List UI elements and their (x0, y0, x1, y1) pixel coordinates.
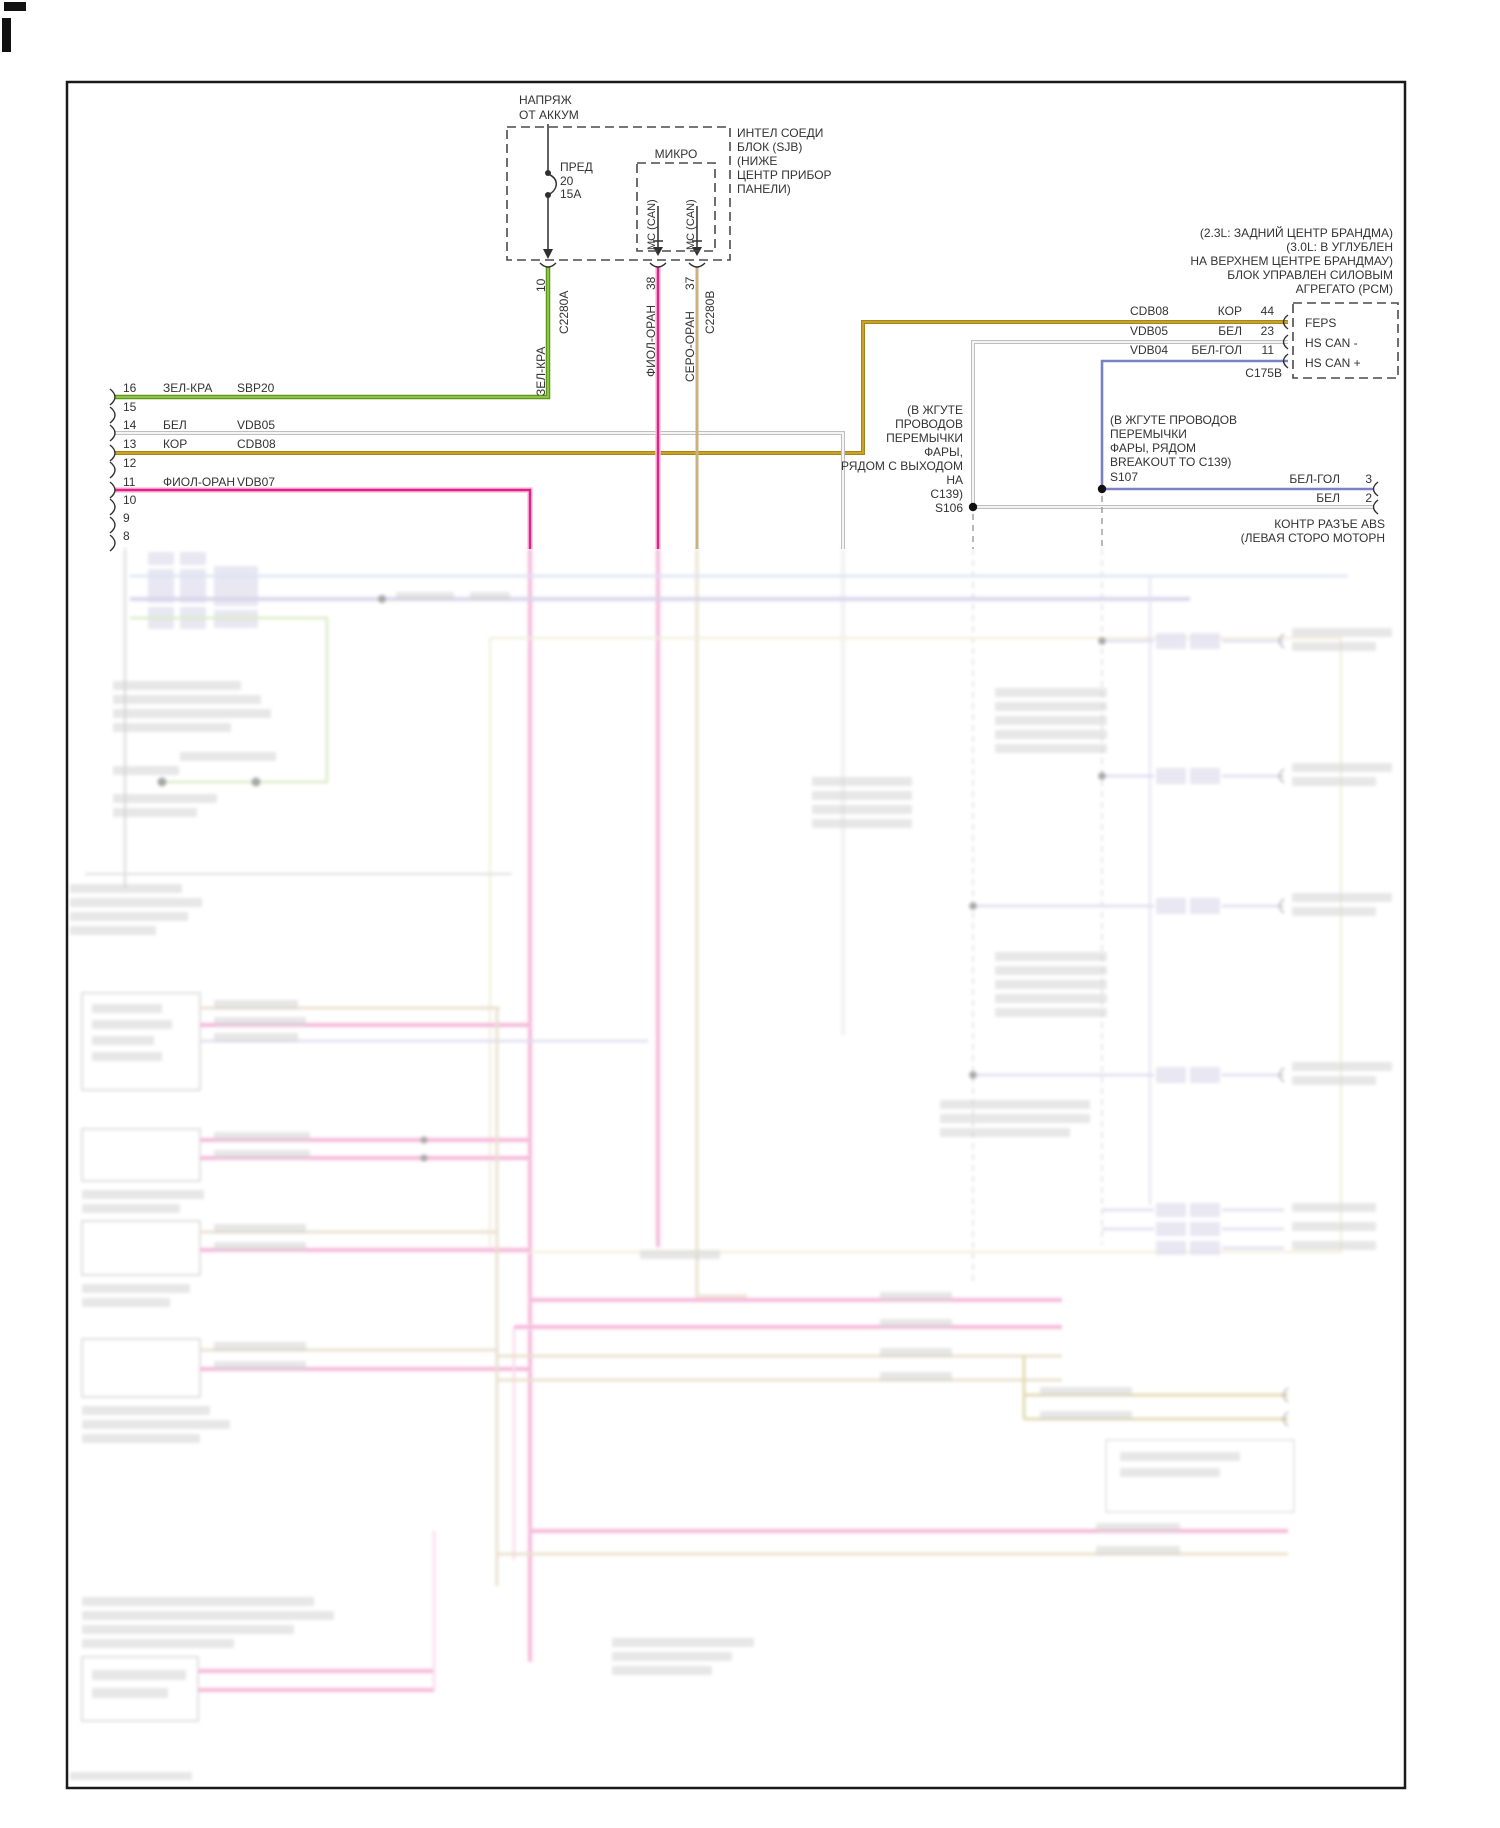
svg-text:ФИОЛ-ОРАН: ФИОЛ-ОРАН (644, 304, 658, 377)
svg-text:(2.3L: ЗАДНИЙ ЦЕНТР БРАНДМА): (2.3L: ЗАДНИЙ ЦЕНТР БРАНДМА) (1199, 226, 1393, 240)
svg-text:HS CAN +: HS CAN + (1305, 356, 1361, 370)
svg-text:БЕЛ-ГОЛ: БЕЛ-ГОЛ (1289, 472, 1340, 486)
svg-text:8: 8 (123, 529, 130, 543)
svg-text:БЕЛ: БЕЛ (163, 418, 187, 432)
s106-label: S106 (934, 501, 963, 515)
pcm-connector-label: C175B (1245, 366, 1282, 380)
svg-text:ИНТЕЛ СОЕДИ: ИНТЕЛ СОЕДИ (737, 126, 824, 140)
svg-text:(В ЖГУТЕ ПРОВОДОВ: (В ЖГУТЕ ПРОВОДОВ (1110, 413, 1238, 427)
battery-voltage-label (519, 93, 579, 122)
svg-text:CDB08: CDB08 (1130, 304, 1169, 318)
svg-text:C2280B: C2280B (703, 290, 717, 334)
mc-can-label-2: МС (CAN) (685, 199, 697, 250)
svg-text:АГРЕГАТО (PCM): АГРЕГАТО (PCM) (1295, 282, 1393, 296)
wash-overlay (0, 549, 1500, 1828)
s107-label: S107 (1110, 470, 1139, 484)
svg-text:38: 38 (644, 276, 658, 290)
svg-text:БЕЛ: БЕЛ (1218, 324, 1242, 338)
fuse-number: 20 (560, 174, 574, 188)
svg-text:C2280A: C2280A (557, 290, 571, 334)
wire-fiol-oran-vdb07-pin11 (115, 490, 530, 549)
sjb-label (737, 126, 832, 196)
svg-text:ЦЕНТР ПРИБОР: ЦЕНТР ПРИБОР (737, 168, 832, 182)
svg-text:ФИОЛ-ОРАН: ФИОЛ-ОРАН (163, 475, 236, 489)
battery-fuse-circuit (540, 124, 556, 267)
svg-text:CDB08: CDB08 (237, 437, 276, 451)
left-connector-pin-labels (123, 381, 276, 543)
svg-text:HS CAN -: HS CAN - (1305, 336, 1358, 350)
s107-splice-dot (1098, 485, 1106, 493)
svg-text:VDB04: VDB04 (1130, 343, 1169, 357)
svg-text:13: 13 (123, 437, 137, 451)
svg-text:16: 16 (123, 381, 137, 395)
svg-text:(В ЖГУТЕ: (В ЖГУТЕ (907, 403, 963, 417)
svg-text:VDB07: VDB07 (237, 475, 276, 489)
svg-text:ФАРЫ, РЯДОМ: ФАРЫ, РЯДОМ (1110, 441, 1197, 455)
s106-splice-dot (969, 503, 977, 511)
svg-text:SBP20: SBP20 (237, 381, 275, 395)
svg-text:(3.0L: В УГЛУБЛЕН: (3.0L: В УГЛУБЛЕН (1286, 240, 1393, 254)
svg-text:ЗЕЛ-КРА: ЗЕЛ-КРА (534, 346, 548, 396)
svg-text:КОР: КОР (163, 437, 188, 451)
svg-text:BREAKOUT TO C139): BREAKOUT TO C139) (1110, 455, 1232, 469)
svg-text:3: 3 (1365, 472, 1372, 486)
wire-zel-kra-sbp20 (115, 267, 548, 397)
abs-title-line1: КОНТР РАЗЪЕ ABS (1274, 517, 1385, 531)
svg-text:FEPS: FEPS (1305, 316, 1337, 330)
arrow-down-icon (543, 249, 553, 259)
svg-text:9: 9 (123, 511, 130, 525)
svg-text:ЗЕЛ-КРА: ЗЕЛ-КРА (163, 381, 213, 395)
fuse-rating: 15А (560, 187, 582, 201)
svg-text:БЕЛ: БЕЛ (1316, 491, 1340, 505)
s106-splice (841, 403, 963, 515)
svg-text:VDB05: VDB05 (1130, 324, 1169, 338)
svg-text:23: 23 (1260, 324, 1274, 338)
battery-label-line1: НАПРЯЖ (519, 93, 572, 107)
svg-text:КОР: КОР (1217, 304, 1242, 318)
svg-text:БЛОК (SJB): БЛОК (SJB) (737, 140, 803, 154)
micro-label: МИКРО (654, 147, 698, 161)
fuse-name: ПРЕД (560, 160, 593, 174)
fuse-label (560, 160, 593, 201)
svg-text:ПРОВОДОВ: ПРОВОДОВ (895, 417, 963, 431)
svg-text:ПЕРЕМЫЧКИ: ПЕРЕМЫЧКИ (1110, 427, 1187, 441)
abs-connector-brackets (1374, 482, 1379, 514)
svg-text:БЛОК УПРАВЛЕН СИЛОВЫМ: БЛОК УПРАВЛЕН СИЛОВЫМ (1227, 268, 1393, 282)
svg-text:ПЕРЕМЫЧКИ: ПЕРЕМЫЧКИ (886, 431, 963, 445)
s107-splice (1110, 413, 1237, 484)
svg-text:ФАРЫ,: ФАРЫ, (924, 445, 963, 459)
svg-text:11: 11 (1261, 343, 1274, 357)
svg-text:НА ВЕРХНЕМ ЦЕНТРЕ БРАНДМАУ): НА ВЕРХНЕМ ЦЕНТРЕ БРАНДМАУ) (1190, 254, 1393, 268)
pcm-location-label (1190, 225, 1393, 296)
svg-text:2: 2 (1365, 491, 1372, 505)
svg-text:НА: НА (946, 473, 963, 487)
svg-text:ПАНЕЛИ): ПАНЕЛИ) (737, 182, 791, 196)
svg-text:10: 10 (123, 493, 137, 507)
svg-text:10: 10 (534, 278, 548, 292)
svg-text:VDB05: VDB05 (237, 418, 276, 432)
svg-text:14: 14 (123, 418, 137, 432)
abs-title-line2: (ЛЕВАЯ СТОРО МОТОРН (1240, 531, 1385, 545)
svg-text:37: 37 (683, 276, 697, 290)
svg-text:C139): C139) (930, 487, 963, 501)
svg-text:11: 11 (123, 475, 136, 489)
battery-label-line2: ОТ АККУМ (519, 108, 579, 122)
svg-text:44: 44 (1260, 304, 1274, 318)
sjb-output-wire-labels (534, 276, 717, 396)
svg-text:12: 12 (123, 456, 137, 470)
mc-can-label-1: МС (CAN) (646, 199, 658, 250)
svg-text:15: 15 (123, 400, 137, 414)
svg-text:РЯДОМ С ВЫХОДОМ: РЯДОМ С ВЫХОДОМ (841, 459, 963, 473)
left-connector-brackets (110, 389, 115, 551)
svg-text:(НИЖЕ: (НИЖЕ (737, 154, 778, 168)
page-corner-marks (2, 2, 26, 52)
svg-text:БЕЛ-ГОЛ: БЕЛ-ГОЛ (1191, 343, 1242, 357)
svg-text:СЕРО-ОРАН: СЕРО-ОРАН (683, 311, 697, 382)
